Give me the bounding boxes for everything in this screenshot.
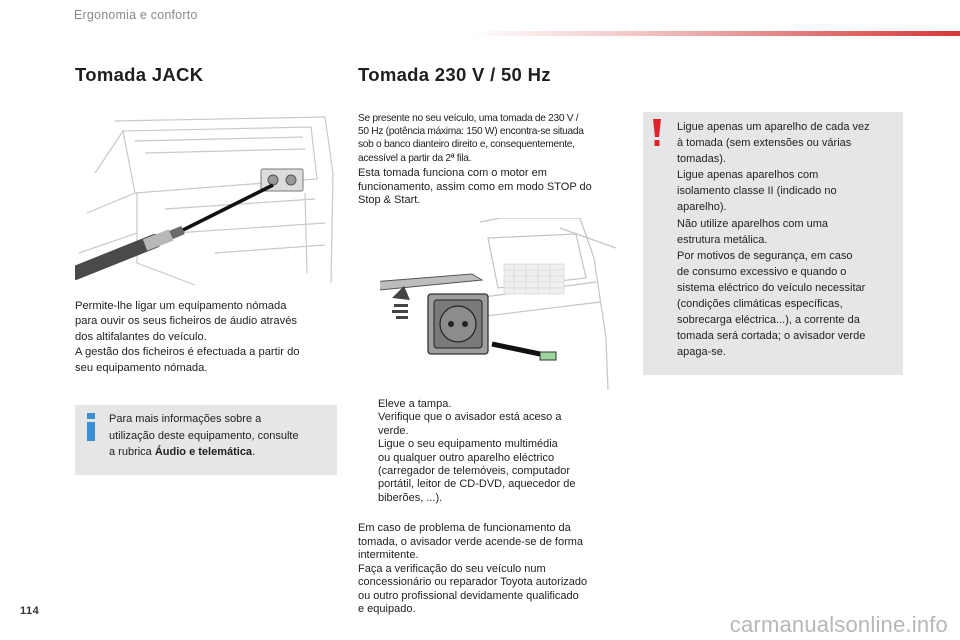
info-note-box (75, 405, 337, 475)
info-note-line (109, 444, 331, 461)
step-line: (carregador de telemóveis, computador (378, 465, 570, 478)
step-line: Eleve a tampa. (378, 398, 452, 410)
step-item (358, 438, 608, 505)
warning-line: estrutura metálica. (677, 233, 768, 246)
jack-title: Tomada JACK (75, 64, 204, 85)
jack-desc-line: dos altifalantes do veículo. (75, 330, 207, 343)
warning-line: à tomada (sem extensões ou várias (677, 137, 852, 150)
page-number: 114 (20, 605, 40, 617)
warning-exclamation-icon (651, 118, 663, 148)
info-note-suffix: . (252, 446, 256, 458)
info-icon (84, 412, 98, 442)
jack-desc-line: para ouvir os seus ficheiros de áudio através (75, 315, 298, 328)
warning-line: isolamento classe II (indicado no (677, 185, 837, 198)
step-item (358, 398, 608, 411)
socket230-problem-note (358, 522, 628, 617)
problem-line: Em caso de problema de funcionamento da (358, 522, 571, 534)
socket230-steps (358, 398, 608, 505)
warning-line: apaga-se. (677, 346, 726, 359)
info-note-line: Para mais informações sobre a (109, 413, 262, 425)
problem-line: concessionário ou reparador Toyota autorizado (358, 576, 588, 588)
step-line: verde. (378, 424, 409, 437)
warning-line: Por motivos de segurança, em caso (677, 249, 853, 262)
problem-line: e equipado. (358, 603, 416, 615)
socket230-title: Tomada 230 V / 50 Hz (358, 64, 551, 85)
problem-line: Faça a verificação do seu veículo num (358, 562, 546, 575)
socket230-engine-line: Esta tomada funciona com o motor em (358, 167, 547, 179)
warning-line: Ligue apenas um aparelho de cada vez (677, 121, 870, 133)
warning-line: Não utilize aparelhos com uma (677, 217, 829, 230)
watermark-link[interactable]: carmanualsonline.info (729, 612, 948, 637)
step-line: Ligue o seu equipamento multimédia (378, 438, 558, 451)
step-line: ou qualquer outro aparelho eléctrico (378, 451, 555, 464)
seat-socket-illustration (380, 218, 616, 390)
socket230-intro (358, 112, 628, 165)
problem-line: ou outro profissional devidamente qualificado (358, 589, 579, 602)
socket230-engine-note (358, 167, 628, 208)
warning-line: aparelho). (677, 201, 727, 214)
socket230-intro-line: Se presente no seu veículo, uma tomada de 230 V / (358, 113, 579, 124)
header-accent-bar (470, 31, 960, 36)
jack-desc-line: A gestão dos ficheiros é efectuada a partir do (75, 346, 300, 359)
warning-line: de consumo excessivo e quando o (677, 265, 847, 278)
step-line: biberões, ...). (378, 491, 443, 504)
warning-line: tomadas). (677, 153, 726, 166)
warning-line: sobrecarga eléctrica...), a corrente da (677, 314, 860, 327)
warning-line: (condições climáticas específicas, (677, 298, 843, 311)
warning-line: Ligue apenas aparelhos com (677, 169, 819, 182)
socket230-intro-line: 50 Hz (potência máxima: 150 W) encontra-se situada (358, 126, 584, 138)
audio-telematics-reference: Áudio e telemática (154, 446, 253, 458)
jack-illustration (75, 113, 337, 289)
info-note-line: utilização deste equipamento, consulte (109, 429, 299, 442)
section-title: Ergonomia e conforto (74, 8, 198, 22)
step-line: Verifique que o avisador está aceso a (378, 411, 562, 424)
warning-text (677, 119, 899, 360)
jack-desc-line: Permite-lhe ligar um equipamento nómada (75, 300, 287, 312)
step-line: portátil, leitor de CD-DVD, aquecedor de (378, 478, 576, 491)
socket230-intro-line: acessível a partir da 2ª fila. (358, 152, 472, 164)
socket230-engine-line: funcionamento, assim como em modo STOP do (358, 180, 592, 193)
socket230-engine-line: Stop & Start. (358, 194, 421, 207)
info-note-prefix: a rubrica (109, 446, 155, 458)
jack-description (75, 299, 337, 376)
warning-box (643, 112, 903, 375)
warning-line: tomada será cortada; o avisador verde (677, 330, 866, 343)
problem-line: intermitente. (358, 549, 419, 561)
jack-desc-line: seu equipamento nómada. (75, 361, 208, 374)
info-note-text (109, 411, 331, 461)
step-item (358, 411, 608, 438)
warning-line: sistema eléctrico do veículo necessitar (677, 281, 866, 294)
socket230-intro-line: sob o banco dianteiro direito e, consequentemente, (358, 139, 575, 151)
problem-line: tomada, o avisador verde acende-se de forma (358, 535, 584, 548)
